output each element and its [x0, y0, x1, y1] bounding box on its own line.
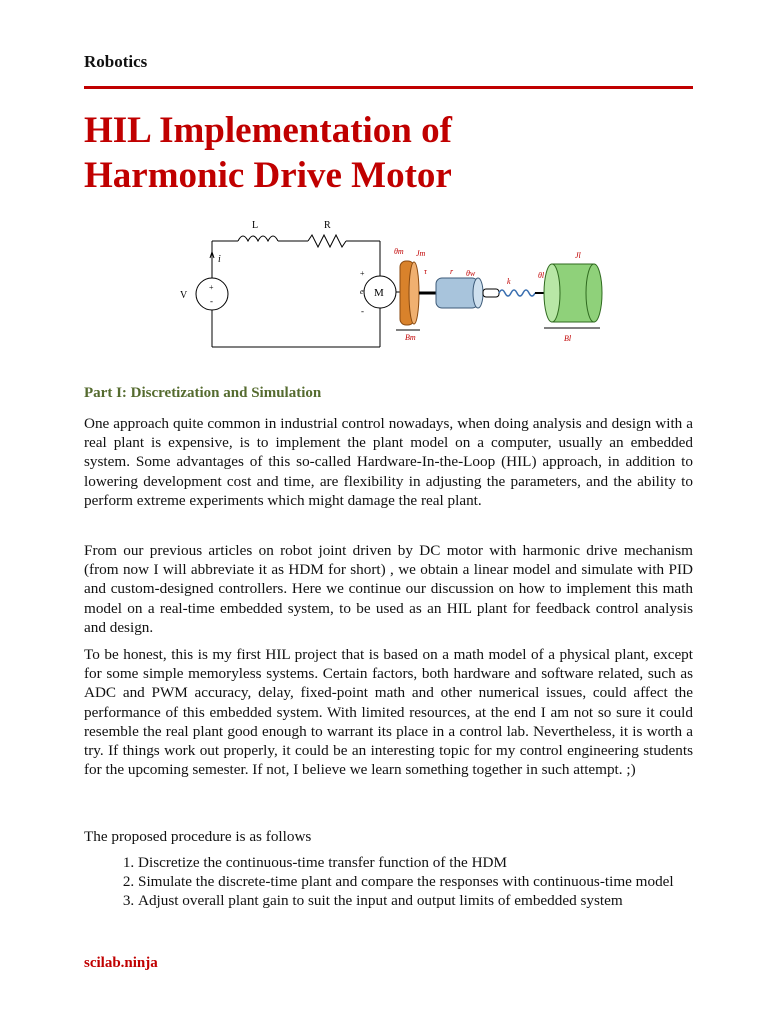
procedure-list	[84, 853, 747, 911]
label-voltage: V	[180, 290, 188, 301]
label-motor: M	[374, 287, 384, 299]
title-line-1: HIL Implementation of	[84, 110, 452, 151]
article-title	[84, 108, 452, 198]
title-line-2: Harmonic Drive Motor	[84, 155, 452, 196]
list-item: 2. Simulate the discrete-time plant and compare the responses with continuous-time model	[138, 872, 747, 891]
hdm-schematic-figure	[180, 214, 700, 354]
section-heading: Part I: Discretization and Simulation	[84, 385, 322, 401]
label-theta-l: θl	[538, 271, 545, 280]
harmonic-gear	[436, 278, 478, 308]
label-jl: Jl	[575, 251, 581, 260]
label-theta-m: θm	[394, 247, 404, 256]
label-bm: Bm	[405, 333, 416, 342]
label-resistor: R	[324, 220, 331, 231]
label-inductor: L	[252, 220, 259, 231]
category-label: Robotics	[84, 52, 148, 71]
label-theta-w: θw	[466, 269, 476, 278]
label-source-plus: +	[209, 283, 214, 292]
label-bl: Bl	[564, 334, 572, 343]
label-jm: Jm	[416, 249, 426, 258]
label-k: k	[507, 277, 511, 286]
list-item: 3. Adjust overall plant gain to suit the input and output limits of embedded system	[138, 891, 747, 910]
label-current: i	[218, 254, 221, 265]
label-r: r	[450, 267, 454, 276]
resistor-zigzag	[308, 235, 346, 247]
label-source-minus: -	[210, 296, 213, 306]
label-emf-minus: -	[361, 306, 364, 316]
paragraph-2: From our previous articles on robot joint driven by DC motor with harmonic drive mechanism (from now I will abbreviate it as HDM for short) , we obtain a linear model and simulate with PID and custom-designed controllers. Here we continue our discussion on how to implement this math model on a real-time embedded system, to be used as an HIL plant for feedback control analysis and design.	[84, 542, 693, 636]
label-tau: τ	[424, 267, 427, 276]
output-shaft	[483, 289, 499, 297]
inductor-coil	[238, 236, 278, 241]
label-emf: e	[360, 287, 364, 296]
paragraph-4: The proposed procedure is as follows	[84, 828, 312, 845]
header-rule	[84, 86, 693, 89]
paragraph-3: To be honest, this is my first HIL project that is based on a math model of a physical plant, except for some simple memoryless systems. Certain factors, both hardware and software related, such as ADC and PWM accuracy, delay, fixed-point math and other numerical issues, could affect the performance of this embedded system. With limited resources, at the end I am not so sure it could resemble the real plant good enough to warrant its place in a control lab. Nevertheless, it is worth a try. If things work out properly, it could be an interesting topic for my control engineering students for the upcoming semester. If not, I believe we learn something together in such attempt. ;)	[84, 646, 693, 779]
footer-site: scilab.ninja	[84, 955, 158, 971]
list-item: 1. Discretize the continuous-time transfer function of the HDM	[138, 853, 747, 872]
label-emf-plus: +	[360, 269, 365, 278]
paragraph-1: One approach quite common in industrial control nowadays, when doing analysis and design with a real plant is expensive, is to implement the plant model on a computer, usually an embedded system. Some advantages of this so-called Hardware-In-the-Loop (HIL) approach, in addition to lowering development cost and time, are flexibility in adjusting the parameters, and the ability to perform extreme experiments which might damage the real plant.	[84, 415, 693, 509]
torsion-spring	[499, 290, 535, 296]
mechanism	[396, 261, 602, 330]
